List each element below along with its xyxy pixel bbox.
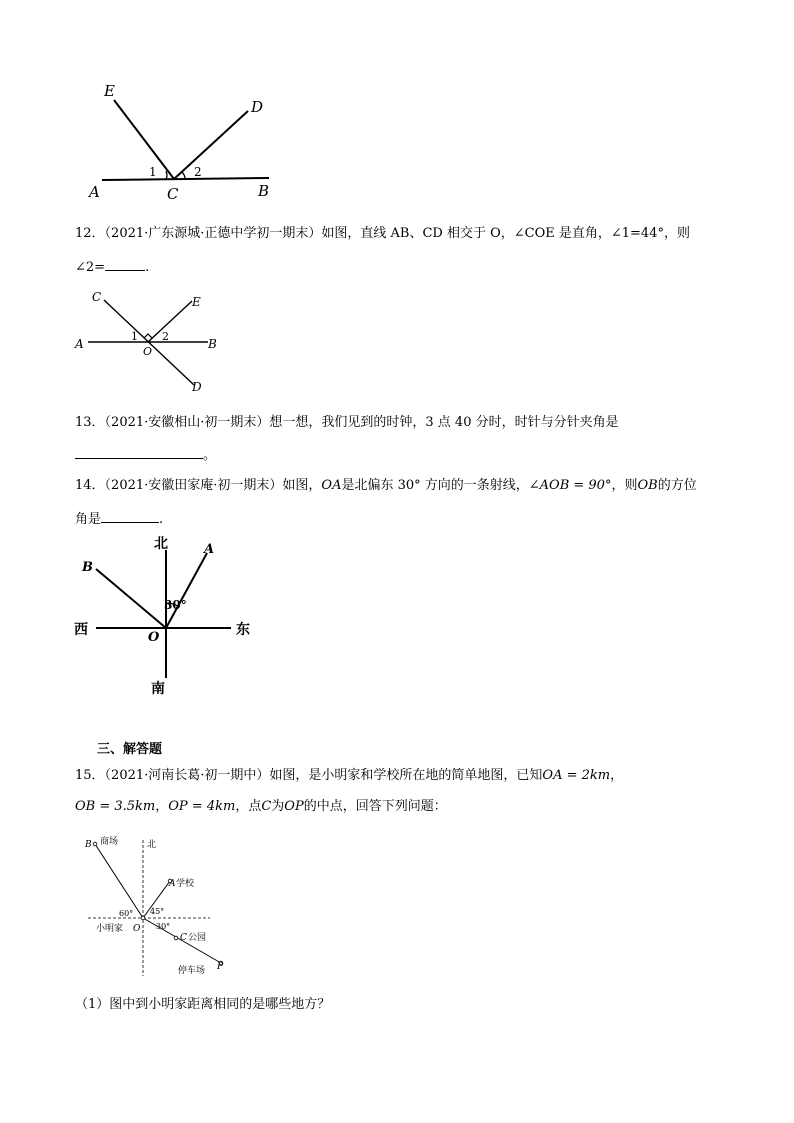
label-angle-1: 1 bbox=[149, 165, 157, 179]
label-angle-2: 2 bbox=[194, 165, 202, 179]
question-15-line2: OB = 3.5km，OP = 4km，点C为OP的中点，回答下列问题： bbox=[75, 799, 447, 814]
label-60-degrees: 60° bbox=[119, 909, 134, 918]
label-west: 西 bbox=[74, 622, 88, 638]
angle-arc-2 bbox=[182, 172, 185, 179]
label-d: D bbox=[192, 380, 202, 394]
answer-blank-13[interactable] bbox=[75, 444, 203, 459]
question-14-line2: 角是 . bbox=[75, 508, 163, 529]
label-p: P bbox=[217, 962, 224, 972]
label-45-degrees: 45° bbox=[150, 907, 165, 916]
label-o: O bbox=[133, 924, 141, 934]
point-c bbox=[174, 936, 178, 940]
question-13 bbox=[75, 414, 619, 432]
question-12-angle: ∠2= bbox=[75, 260, 106, 275]
label-d: D bbox=[251, 98, 264, 116]
label-angle-2: 2 bbox=[162, 330, 169, 343]
question-12 bbox=[75, 225, 690, 243]
question-12-text: 12．（2021·广东源城·正德中学初一期末）如图，直线 AB、CD 相交于 O，∠COE 是直角，∠1=44°，则 bbox=[75, 226, 690, 241]
question-15-part-1 bbox=[75, 996, 330, 1014]
answer-blank-12[interactable] bbox=[105, 256, 145, 271]
label-north: 北 bbox=[147, 840, 157, 850]
label-b: B bbox=[82, 560, 93, 575]
question-15-part-1-text: （1）图中到小明家距离相同的是哪些地方？ bbox=[75, 997, 331, 1012]
angle-arc-1 bbox=[166, 171, 167, 179]
label-east: 东 bbox=[236, 622, 250, 638]
ray-ob bbox=[96, 569, 166, 628]
point-b bbox=[93, 842, 97, 846]
label-mall: 商场 bbox=[100, 837, 119, 847]
figure-angle-ecd bbox=[86, 82, 286, 202]
label-c: C bbox=[180, 933, 187, 943]
question-14: 14．（2021·安徽田家庵·初一期末）如图，OA是北偏东 30° 方向的一条射线，∠AOB = 90°，则OB的方位 bbox=[75, 478, 697, 493]
label-south: 南 bbox=[151, 681, 165, 697]
figure-map-xiaoming-home bbox=[80, 830, 240, 978]
ray-oa bbox=[166, 553, 207, 628]
question-13-line2: 。 bbox=[75, 444, 216, 465]
segment-ob bbox=[95, 844, 143, 918]
label-a: A bbox=[204, 542, 215, 557]
label-parking: 停车场 bbox=[178, 966, 206, 976]
label-c: C bbox=[92, 290, 102, 304]
label-o: O bbox=[148, 630, 160, 645]
label-park: 公园 bbox=[188, 933, 207, 943]
label-a: A bbox=[169, 879, 176, 889]
label-e: E bbox=[192, 295, 201, 309]
label-e: E bbox=[104, 82, 115, 100]
label-b: B bbox=[85, 840, 92, 850]
answer-blank-14[interactable] bbox=[101, 508, 159, 523]
figure-intersecting-lines bbox=[70, 285, 230, 395]
question-13-text: 13．（2021·安徽相山·初一期末）想一想，我们见到的时钟，3 点 40 分时，时针与分针夹角是 bbox=[75, 415, 619, 430]
label-home: 小明家 bbox=[96, 924, 124, 934]
label-o: O bbox=[143, 345, 153, 358]
label-north: 北 bbox=[154, 536, 168, 552]
label-30-degrees: 30° bbox=[156, 922, 171, 931]
right-angle-mark bbox=[144, 334, 152, 338]
figure-compass-directions bbox=[68, 533, 268, 703]
label-b: B bbox=[208, 337, 217, 351]
label-angle-1: 1 bbox=[131, 330, 138, 343]
label-b: B bbox=[258, 182, 270, 200]
question-15: 15．（2021·河南长葛·初一期中）如图，是小明家和学校所在地的简单地图，已知OA = 2km， bbox=[75, 768, 624, 783]
label-c: C bbox=[167, 185, 179, 202]
label-a: A bbox=[75, 337, 84, 351]
ray-ce bbox=[114, 100, 174, 179]
ray-cd bbox=[174, 111, 248, 179]
label-30-degrees: 30° bbox=[164, 598, 187, 612]
ray-oe bbox=[148, 301, 192, 342]
label-a: A bbox=[89, 183, 100, 201]
label-school: 学校 bbox=[176, 879, 195, 889]
point-o bbox=[141, 916, 145, 920]
section-heading-answer-questions: 三、解答题 bbox=[97, 742, 163, 757]
question-12-line2: ∠2= . bbox=[75, 256, 149, 277]
